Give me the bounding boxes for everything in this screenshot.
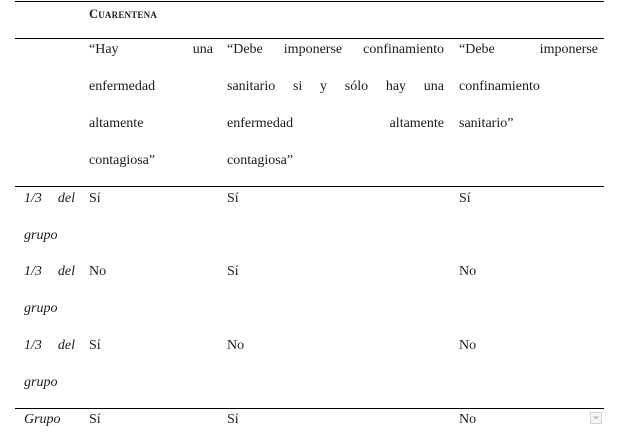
header-col3-line: sanitario” xyxy=(459,116,514,131)
header-col3-line: confinamiento xyxy=(459,79,540,94)
row-value-col2: No xyxy=(227,338,245,353)
header-col1-line: enfermedad xyxy=(89,79,156,94)
row-value-col1: Sí xyxy=(89,338,101,353)
header-col3-line: “Debe imponerse xyxy=(459,42,598,57)
chevron-down-glyph xyxy=(591,413,601,423)
row-label-line: grupo xyxy=(24,375,58,390)
row-label xyxy=(24,180,75,254)
header-col1-line: “Hay una xyxy=(89,42,213,57)
table-top-rule xyxy=(15,1,604,2)
header-cell-col1 xyxy=(89,31,213,179)
group-row-rule xyxy=(15,408,604,409)
header-col2-line: contagiosa” xyxy=(227,153,294,168)
table-title: Cuarentena xyxy=(89,7,158,21)
row-value-col3: Sí xyxy=(459,191,471,206)
row-label xyxy=(24,327,75,401)
row-value-col3: No xyxy=(459,264,477,279)
header-col2-line: “Debe imponerse confinamiento xyxy=(227,42,444,57)
row-label xyxy=(24,253,75,327)
header-col2-line: sanitario si y sólo hay una xyxy=(227,79,444,94)
row-label-line: 1/3 del xyxy=(24,191,75,206)
row-label-line: Grupo xyxy=(24,412,61,427)
header-col1-line: contagiosa” xyxy=(89,153,156,168)
row-label xyxy=(24,401,75,438)
header-col1-line: altamente xyxy=(89,116,144,131)
row-value-col2: Sí xyxy=(227,264,239,279)
row-label-line: grupo xyxy=(24,228,58,243)
header-cell-col2 xyxy=(227,31,444,179)
row-value-col1: Sí xyxy=(89,412,101,427)
row-value-col1: No xyxy=(89,264,107,279)
row-value-col1: Sí xyxy=(89,191,101,206)
row-value-col3: No xyxy=(459,338,477,353)
row-value-col2: Sí xyxy=(227,191,239,206)
row-label-line: grupo xyxy=(24,301,58,316)
row-value-col3: No xyxy=(459,412,477,427)
row-label-line: 1/3 del xyxy=(24,264,75,279)
chevron-down-icon[interactable] xyxy=(590,412,602,424)
row-value-col2: Sí xyxy=(227,412,239,427)
header-col2-line: enfermedad altamente xyxy=(227,116,444,131)
header-bottom-rule xyxy=(15,186,604,187)
row-label-line: 1/3 del xyxy=(24,338,75,353)
header-cell-col3 xyxy=(459,31,598,142)
